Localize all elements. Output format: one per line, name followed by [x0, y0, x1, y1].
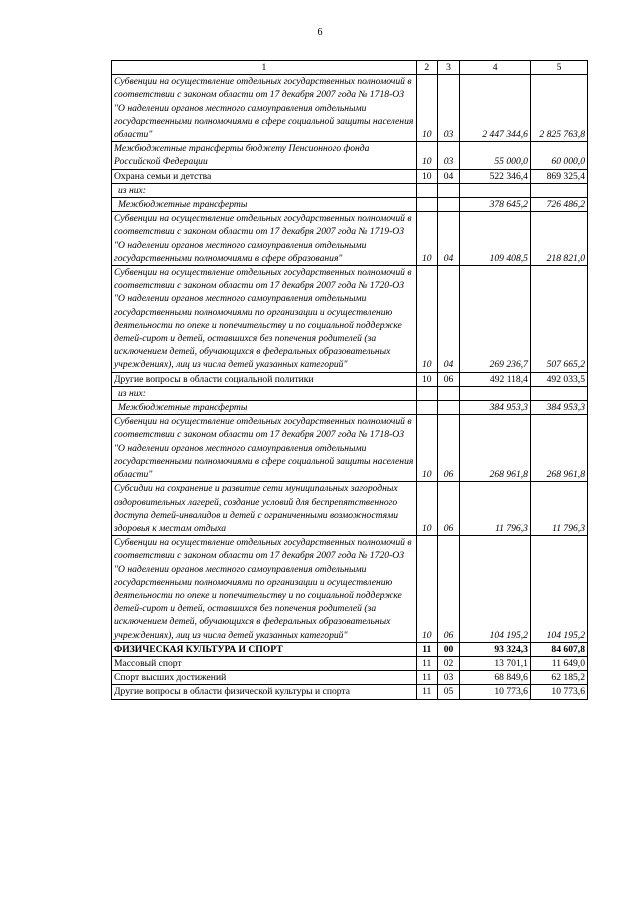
row-amount-year-2: 104 195,2 — [530, 536, 587, 643]
row-amount-year-1: 492 118,4 — [460, 372, 531, 386]
row-subsection-code: 06 — [437, 415, 460, 482]
row-subsection-code: 05 — [437, 685, 460, 699]
header-cell-3: 3 — [437, 61, 460, 75]
table-row — [112, 656, 588, 670]
row-amount-year-2: 869 325,4 — [530, 169, 587, 183]
row-amount-year-1: 269 236,7 — [460, 266, 531, 373]
row-section-code: 10 — [416, 536, 437, 643]
table-row — [112, 266, 588, 373]
row-amount-year-2: 60 000,0 — [530, 142, 587, 169]
row-amount-year-2: 84 607,8 — [530, 642, 587, 656]
row-subsection-code: 06 — [437, 372, 460, 386]
row-section-code — [416, 183, 437, 197]
table-row — [112, 482, 588, 536]
row-section-code: 11 — [416, 656, 437, 670]
table-row — [112, 142, 588, 169]
row-section-code — [416, 198, 437, 212]
row-amount-year-1: 104 195,2 — [460, 536, 531, 643]
row-amount-year-1: 268 961,8 — [460, 415, 531, 482]
table-row — [112, 183, 588, 197]
table-row — [112, 685, 588, 699]
row-subsection-code: 03 — [437, 142, 460, 169]
row-subsection-code: 06 — [437, 536, 460, 643]
row-subsection-code: 06 — [437, 482, 460, 536]
table-row — [112, 536, 588, 643]
header-cell-2: 2 — [416, 61, 437, 75]
row-section-code: 11 — [416, 642, 437, 656]
row-amount-year-1: 55 000,0 — [460, 142, 531, 169]
row-amount-year-1: 11 796,3 — [460, 482, 531, 536]
row-amount-year-2: 384 953,3 — [530, 401, 587, 415]
row-amount-year-2: 11 649,0 — [530, 656, 587, 670]
row-name: Межбюджетные трансферты бюджету Пенсионного фонда Российской Федерации — [112, 142, 417, 169]
row-amount-year-1 — [460, 183, 531, 197]
row-section-code: 10 — [416, 482, 437, 536]
table-row — [112, 212, 588, 266]
row-name: Охрана семьи и детства — [112, 169, 417, 183]
header-cell-5: 5 — [530, 61, 587, 75]
row-name: Спорт высших достижений — [112, 671, 417, 685]
table-row — [112, 386, 588, 400]
table-row — [112, 169, 588, 183]
row-amount-year-1 — [460, 386, 531, 400]
row-name: Массовый спорт — [112, 656, 417, 670]
row-amount-year-1: 10 773,6 — [460, 685, 531, 699]
row-amount-year-2: 507 665,2 — [530, 266, 587, 373]
row-section-code: 11 — [416, 685, 437, 699]
row-subsection-code — [437, 183, 460, 197]
row-name: из них: — [112, 183, 417, 197]
row-subsection-code: 02 — [437, 656, 460, 670]
row-name: Субвенции на осуществление отдельных государственных полномочий в соответствии с законом области от 17 декабря 2007 года № 1718-ОЗ "О наделении органов местного самоуправления отдельными государственными полномочиями в сфере социальной защиты населения области" — [112, 75, 417, 142]
budget-table — [111, 60, 588, 700]
row-amount-year-2: 62 185,2 — [530, 671, 587, 685]
table-body — [112, 75, 588, 699]
row-name: Субвенции на осуществление отдельных государственных полномочий в соответствии с законом области от 17 декабря 2007 года № 1719-ОЗ "О наделении органов местного самоуправления отдельными государственными полномочиями в сфере образования" — [112, 212, 417, 266]
row-section-code: 10 — [416, 266, 437, 373]
row-subsection-code: 03 — [437, 75, 460, 142]
row-section-code: 10 — [416, 75, 437, 142]
row-subsection-code — [437, 401, 460, 415]
row-section-code: 10 — [416, 212, 437, 266]
row-subsection-code — [437, 386, 460, 400]
row-name: Межбюджетные трансферты — [112, 198, 417, 212]
row-name: Субвенции на осуществление отдельных государственных полномочий в соответствии с законом области от 17 декабря 2007 года № 1720-ОЗ "О наделении органов местного самоуправления отдельными государственными полномочиями по организации и осуществлению деятельности по опеке и попечительству и по социальной поддержке детей-сирот и детей, оставшихся без попечения родителей (за исключением детей, обучающихся в федеральных образовательных учреждениях), лиц из числа детей указанных категорий" — [112, 266, 417, 373]
row-amount-year-2 — [530, 183, 587, 197]
row-amount-year-2: 492 033,5 — [530, 372, 587, 386]
row-name: из них: — [112, 386, 417, 400]
row-subsection-code: 03 — [437, 671, 460, 685]
row-amount-year-2: 11 796,3 — [530, 482, 587, 536]
row-section-code: 10 — [416, 415, 437, 482]
row-amount-year-2 — [530, 386, 587, 400]
row-amount-year-1: 378 645,2 — [460, 198, 531, 212]
row-amount-year-1: 13 701,1 — [460, 656, 531, 670]
row-name: Межбюджетные трансферты — [112, 401, 417, 415]
row-amount-year-2: 2 825 763,8 — [530, 75, 587, 142]
header-row — [112, 61, 588, 75]
row-section-code: 10 — [416, 142, 437, 169]
table-row — [112, 415, 588, 482]
row-section-code: 11 — [416, 671, 437, 685]
row-amount-year-2: 218 821,0 — [530, 212, 587, 266]
row-section-code: 10 — [416, 169, 437, 183]
row-amount-year-1: 68 849,6 — [460, 671, 531, 685]
row-subsection-code: 04 — [437, 212, 460, 266]
row-name: ФИЗИЧЕСКАЯ КУЛЬТУРА И СПОРТ — [112, 642, 417, 656]
row-amount-year-2: 10 773,6 — [530, 685, 587, 699]
header-cell-4: 4 — [460, 61, 531, 75]
row-subsection-code — [437, 198, 460, 212]
table-row — [112, 642, 588, 656]
row-amount-year-1: 2 447 344,6 — [460, 75, 531, 142]
row-section-code: 10 — [416, 372, 437, 386]
table-row — [112, 671, 588, 685]
row-name: Другие вопросы в области физической культуры и спорта — [112, 685, 417, 699]
row-subsection-code: 04 — [437, 169, 460, 183]
table-row — [112, 198, 588, 212]
row-amount-year-1: 384 953,3 — [460, 401, 531, 415]
table-row — [112, 372, 588, 386]
row-name: Субвенции на осуществление отдельных государственных полномочий в соответствии с законом области от 17 декабря 2007 года № 1718-ОЗ "О наделении органов местного самоуправления отдельными государственными полномочиями в сфере социальной защиты населения области" — [112, 415, 417, 482]
row-name: Субвенции на осуществление отдельных государственных полномочий в соответствии с законом области от 17 декабря 2007 года № 1720-ОЗ "О наделении органов местного самоуправления отдельными государственными полномочиями по организации и осуществлению деятельности по опеке и попечительству и по социальной поддержке детей-сирот и детей, оставшихся без попечения родителей (за исключением детей, обучающихся в федеральных образовательных учреждениях), лиц из числа детей указанных категорий" — [112, 536, 417, 643]
row-section-code — [416, 386, 437, 400]
table-row — [112, 75, 588, 142]
row-section-code — [416, 401, 437, 415]
row-amount-year-1: 109 408,5 — [460, 212, 531, 266]
page-number: 6 — [317, 27, 323, 38]
header-cell-1: 1 — [112, 61, 417, 75]
row-subsection-code: 00 — [437, 642, 460, 656]
row-amount-year-2: 726 486,2 — [530, 198, 587, 212]
row-subsection-code: 04 — [437, 266, 460, 373]
table-row — [112, 401, 588, 415]
row-name: Субсидии на сохранение и развитие сети муниципальных загородных оздоровительных лагерей, создание условий для беспрепятственного доступа детей-инвалидов и детей с ограниченными возможностями здоровья к местам отдыха — [112, 482, 417, 536]
row-amount-year-1: 93 324,3 — [460, 642, 531, 656]
row-name: Другие вопросы в области социальной политики — [112, 372, 417, 386]
row-amount-year-2: 268 961,8 — [530, 415, 587, 482]
row-amount-year-1: 522 346,4 — [460, 169, 531, 183]
